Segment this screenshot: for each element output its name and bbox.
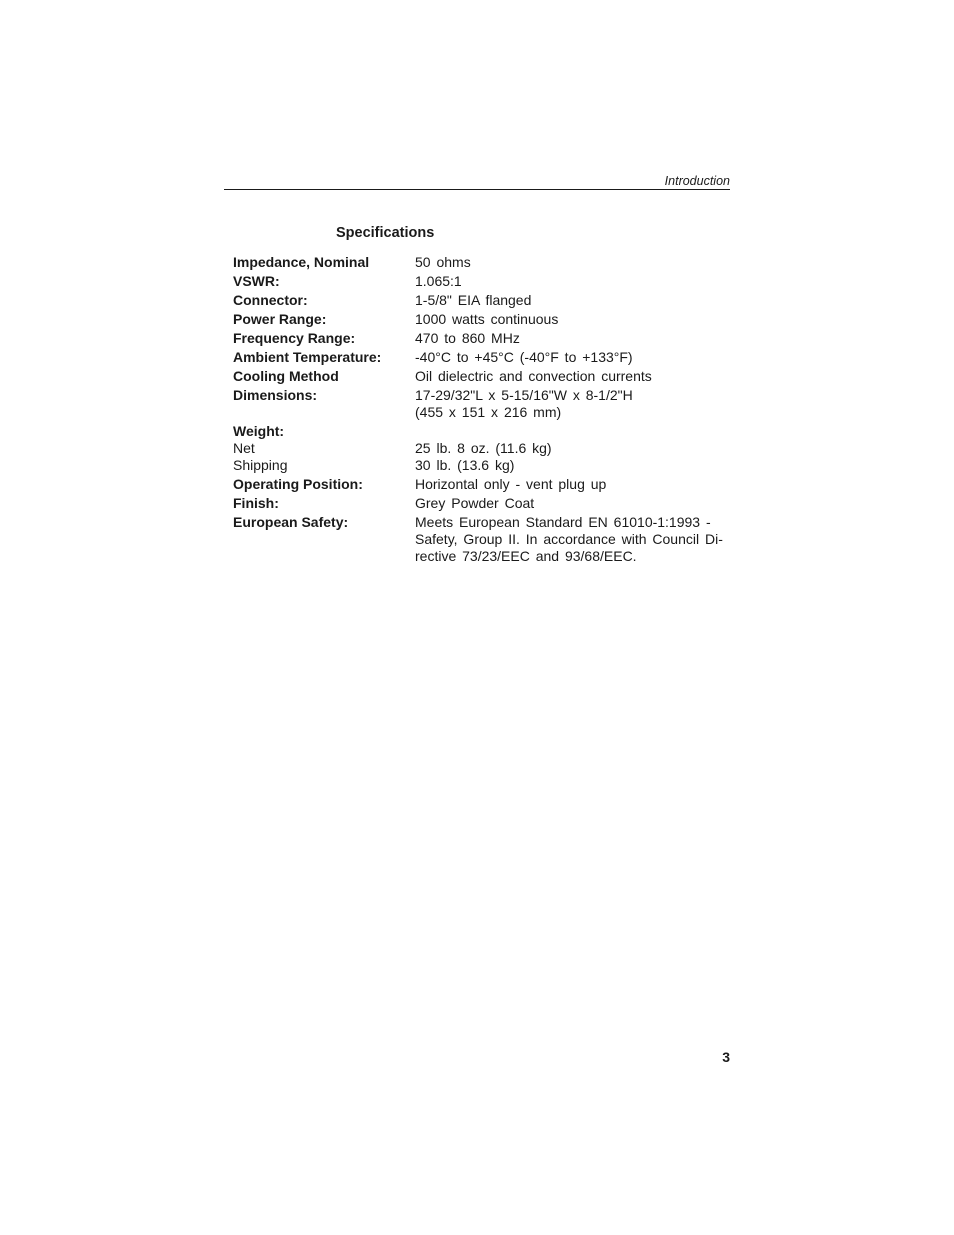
spec-value: Meets European Standard EN 61010-1:1993 - Safety, Group II. In accordance with Council Di- rective 73/23/EEC and 93/68/EEC. xyxy=(415,514,723,564)
spec-label: Finish: xyxy=(233,495,279,511)
spec-list xyxy=(233,254,733,567)
spec-label: Impedance, Nominal xyxy=(233,254,370,270)
spec-label: Dimensions: xyxy=(233,387,318,403)
spec-value: 1000 watts continuous xyxy=(415,311,559,327)
spec-row-power-range xyxy=(233,311,733,328)
spec-label: Power Range: xyxy=(233,311,327,327)
spec-row-weight xyxy=(233,423,733,440)
spec-value: 1.065:1 xyxy=(415,273,462,289)
spec-row-cooling-method xyxy=(233,368,733,385)
spec-label: Shipping xyxy=(233,457,288,473)
page-number: 3 xyxy=(722,1049,730,1065)
running-header: Introduction xyxy=(664,174,730,188)
spec-value: 50 ohms xyxy=(415,254,471,270)
spec-value: 470 to 860 MHz xyxy=(415,330,520,346)
spec-row-vswr xyxy=(233,273,733,290)
spec-row-weight-net xyxy=(233,440,733,457)
spec-label: Connector: xyxy=(233,292,308,308)
spec-row-european-safety xyxy=(233,514,733,565)
spec-label: Cooling Method xyxy=(233,368,339,384)
spec-row-connector xyxy=(233,292,733,309)
spec-row-dimensions xyxy=(233,387,733,421)
spec-label: Frequency Range: xyxy=(233,330,356,346)
spec-label: Net xyxy=(233,440,255,456)
section-title: Specifications xyxy=(336,225,435,241)
spec-value: Horizontal only - vent plug up xyxy=(415,476,607,492)
spec-value: 17-29/32"L x 5-15/16"W x 8-1/2"H (455 x 151 x 216 mm) xyxy=(415,387,633,420)
spec-value: Grey Powder Coat xyxy=(415,495,535,511)
spec-value: 30 lb. (13.6 kg) xyxy=(415,457,515,473)
spec-label: Ambient Temperature: xyxy=(233,349,382,365)
spec-row-ambient-temperature xyxy=(233,349,733,366)
spec-label: VSWR: xyxy=(233,273,280,289)
spec-label: European Safety: xyxy=(233,514,349,530)
spec-value: 25 lb. 8 oz. (11.6 kg) xyxy=(415,440,552,456)
spec-value: Oil dielectric and convection currents xyxy=(415,368,652,384)
spec-row-operating-position xyxy=(233,476,733,493)
spec-row-frequency-range xyxy=(233,330,733,347)
spec-row-impedance xyxy=(233,254,733,271)
spec-value: -40°C to +45°C (-40°F to +133°F) xyxy=(415,349,633,365)
spec-value xyxy=(415,423,733,440)
spec-label: Operating Position: xyxy=(233,476,363,492)
spec-value: 1-5/8" EIA flanged xyxy=(415,292,532,308)
spec-row-finish xyxy=(233,495,733,512)
header-rule xyxy=(224,189,730,190)
spec-row-weight-shipping xyxy=(233,457,733,474)
spec-label: Weight: xyxy=(233,423,285,439)
